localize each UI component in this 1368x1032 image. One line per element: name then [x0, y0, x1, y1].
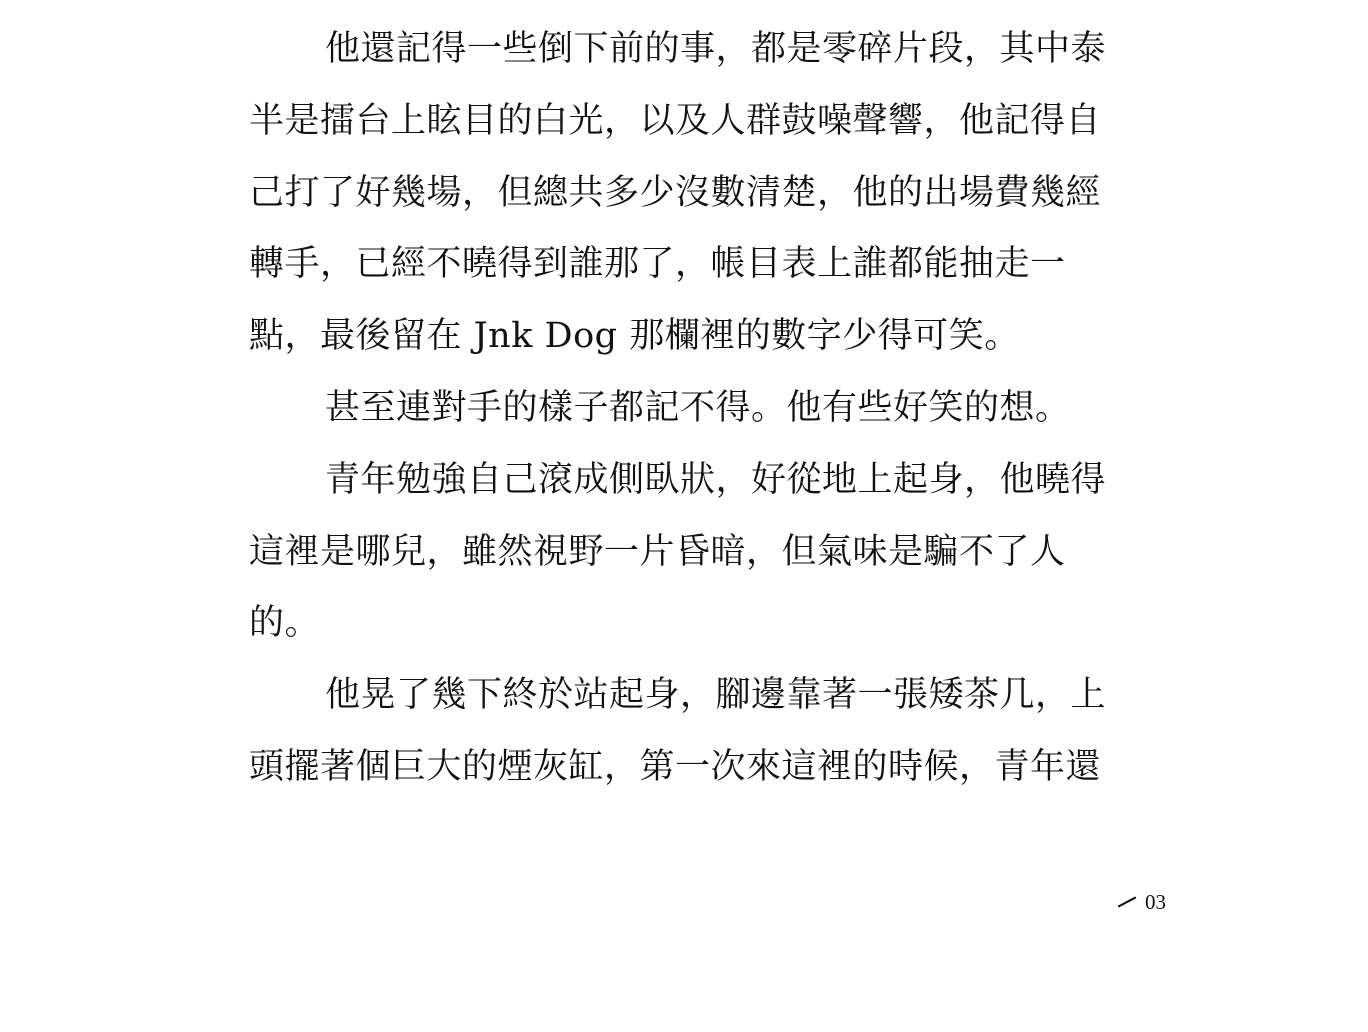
- page-number-text: 03: [1145, 889, 1166, 914]
- text-line-2: 半是擂台上眩目的白光，以及人群鼓噪聲響，他記得自: [249, 100, 1102, 141]
- text-line-8: 這裡是哪兒，雖然視野一片昏暗，但氣味是騙不了人: [249, 531, 1066, 572]
- text-line-1: 他還記得一些倒下前的事，都是零碎片段，其中泰: [325, 29, 1107, 69]
- text-line-6: 甚至連對手的樣子都記不得。他有些好笑的想。: [325, 387, 1071, 428]
- text-line-7: 青年勉強自己滾成側臥狀，好從地上起身，他曉得: [325, 459, 1107, 500]
- slash-ornament-icon: [1118, 896, 1137, 907]
- text-line-4: 轉手，已經不曉得到誰那了，帳目表上誰都能抽走一: [249, 244, 1066, 285]
- text-line-9: 的。: [249, 603, 321, 644]
- text-line-10: 他晃了幾下終於站起身，腳邊靠著一張矮茶几，上: [325, 675, 1107, 716]
- page-number: [1117, 884, 1166, 920]
- text-line-11: 頭擺著個巨大的煙灰缸，第一次來這裡的時候，青年還: [249, 746, 1102, 787]
- text-line-3: 己打了好幾場，但總共多少沒數清楚，他的出場費幾經: [249, 172, 1102, 213]
- text-line-5: 點，最後留在 Jnk Dog 那欄裡的數字少得可笑。: [249, 316, 1020, 357]
- body-text: [249, 14, 1159, 804]
